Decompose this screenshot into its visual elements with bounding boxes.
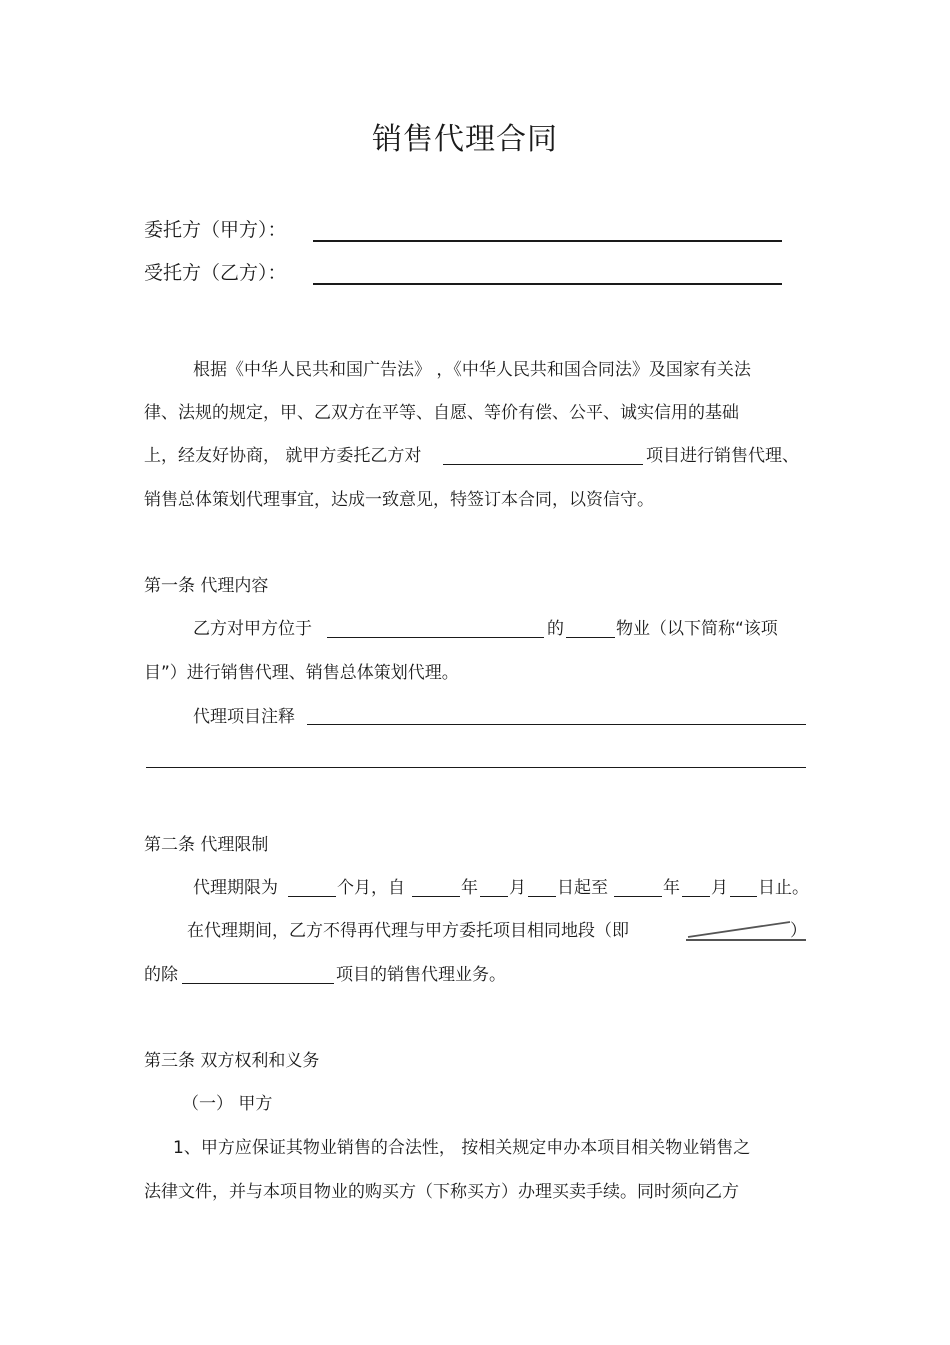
months-blank <box>288 896 336 897</box>
period-text-1: 代理期限为 <box>193 878 278 898</box>
project-name-blank <box>443 464 643 465</box>
agency-notes-blank-1 <box>307 724 806 725</box>
party-b-label: 受托方（乙方）： <box>144 262 287 284</box>
party-a-blank <box>313 240 782 242</box>
article-1-heading: 第一条 代理内容 <box>144 576 269 596</box>
article-1-line-1-end: 物业（以下简称“该项 <box>616 619 778 639</box>
end-day-blank <box>730 896 757 897</box>
article-1-line-1-start: 乙方对甲方位于 <box>193 619 312 639</box>
period-text-6: 年 <box>663 878 680 898</box>
excluded-project-blank <box>182 983 334 984</box>
period-text-2: 个月，自 <box>337 878 405 898</box>
preamble-line-2: 律、法规的规定，甲、乙双方在平等、自愿、等价有偿、公平、诚实信用的基础 <box>144 403 739 423</box>
restriction-line-1-start: 在代理期间，乙方不得再代理与甲方委托项目相同地段（即 <box>187 921 629 941</box>
restriction-line-2-start: 的除 <box>144 965 178 985</box>
period-text-3: 年 <box>461 878 478 898</box>
start-month-blank <box>480 896 508 897</box>
location-blank <box>327 637 544 638</box>
agency-notes-label: 代理项目注释 <box>193 707 295 727</box>
period-text-8: 日止。 <box>758 878 809 898</box>
agency-notes-blank-2 <box>146 767 806 768</box>
party-b-blank <box>313 283 782 285</box>
preamble-line-1: 根据《中华人民共和国广告法》 ，《中华人民共和国合同法》及国家有关法 <box>193 360 751 380</box>
article-3-item-1-line-1: 1、甲方应保证其物业销售的合法性， 按相关规定申办本项目相关物业销售之 <box>173 1138 751 1158</box>
party-a-label: 委托方（甲方）： <box>144 219 287 241</box>
start-day-blank <box>528 896 556 897</box>
article-1-line-2: 目”）进行销售代理、销售总体策划代理。 <box>144 663 459 683</box>
end-year-blank <box>614 896 662 897</box>
property-type-blank <box>566 637 615 638</box>
document-title: 销售代理合同 <box>372 122 558 157</box>
period-text-4: 月 <box>509 878 526 898</box>
preamble-line-4: 销售总体策划代理事宜，达成一致意见，特签订本合同，以资信守。 <box>144 490 654 510</box>
article-1-line-1-mid: 的 <box>547 619 564 639</box>
start-year-blank <box>412 896 460 897</box>
restriction-line-2-end: 项目的销售代理业务。 <box>336 965 506 985</box>
strike-mark <box>688 922 790 937</box>
period-text-5: 日起至 <box>557 878 608 898</box>
preamble-line-3-end: 项目进行销售代理、 <box>646 446 799 466</box>
end-month-blank <box>682 896 710 897</box>
article-3-item-1-line-2: 法律文件，并与本项目物业的购买方（下称买方）办理买卖手续。同时须向乙方 <box>144 1182 739 1202</box>
article-2-heading: 第二条 代理限制 <box>144 835 269 855</box>
period-text-7: 月 <box>711 878 728 898</box>
article-3-heading: 第三条 双方权利和义务 <box>144 1051 320 1071</box>
article-3-subheading: （一） 甲方 <box>182 1094 273 1114</box>
restriction-line-1-end: ） <box>790 921 807 941</box>
preamble-line-3-start: 上，经友好协商， 就甲方委托乙方对 <box>144 446 422 466</box>
